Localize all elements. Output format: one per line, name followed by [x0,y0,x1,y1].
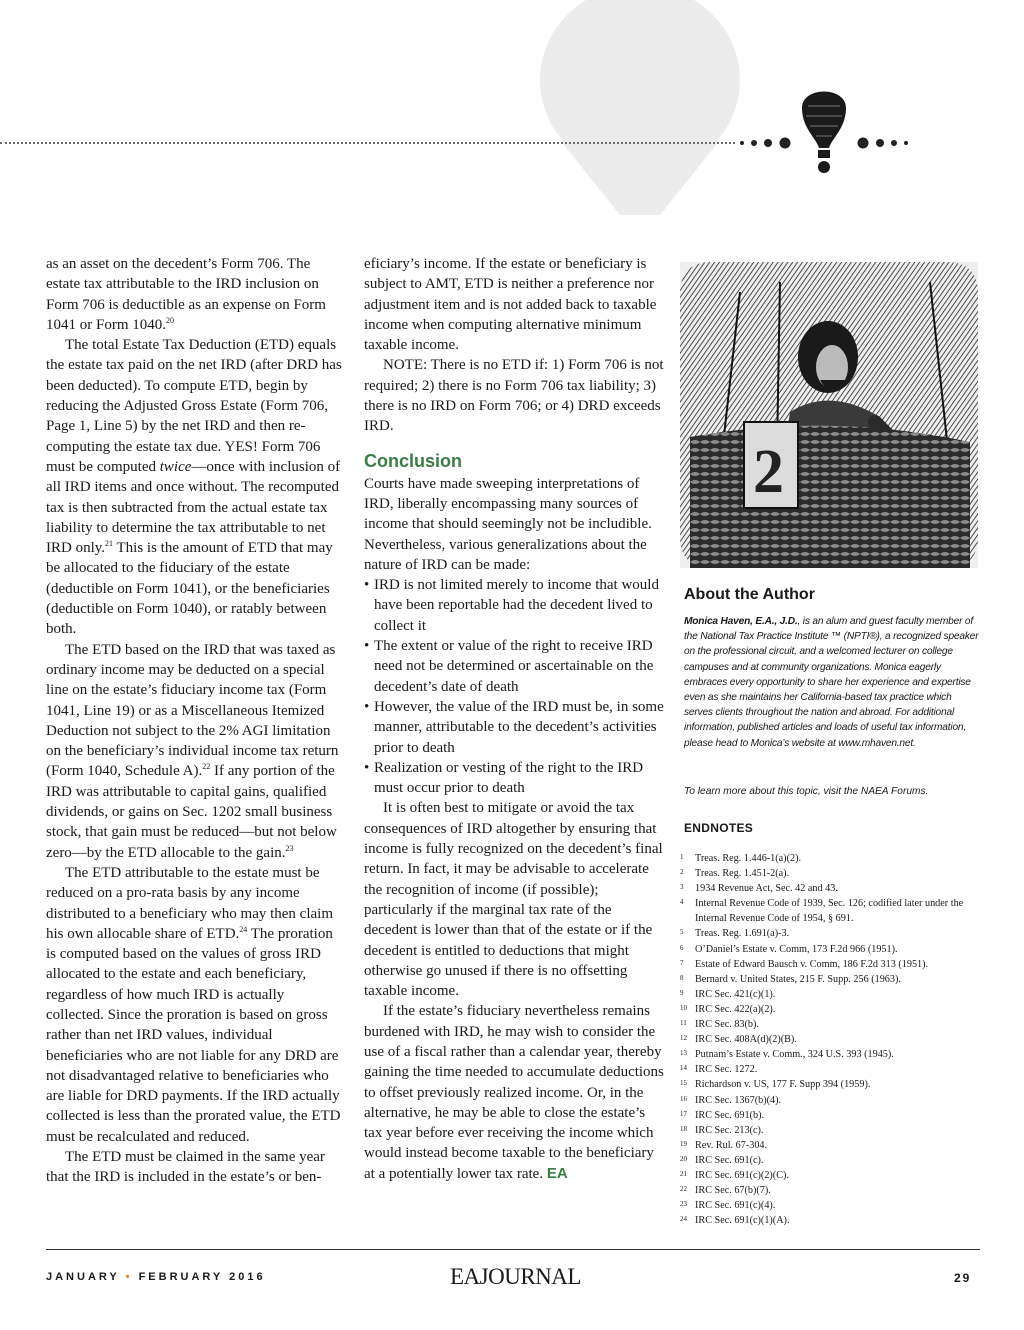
footer-rule [46,1249,980,1250]
endnote-number: 14 [680,1064,687,1073]
balloon-ornament-icon [738,88,910,178]
footer-issue-date: JANUARY • FEBRUARY 2016 [46,1271,266,1283]
endnote-text: IRC Sec. 421(c)(1). [695,988,776,1000]
endnote-number: 5 [680,928,684,937]
endnote-number: 22 [680,1185,687,1194]
endnote-text: IRC Sec. 691(c)(4). [695,1200,776,1212]
endnote-text: IRC Sec. 408A(d)(2)(B). [695,1034,797,1046]
endnote-item [680,1123,980,1138]
endnote-item [680,987,980,1002]
endnote-number: 10 [680,1003,687,1012]
endnote-text: IRC Sec. 422(a)(2). [695,1003,776,1015]
bullet-list [364,575,664,798]
endnote-number: 2 [680,868,684,877]
endnote-text: IRC Sec. 691(b). [695,1109,765,1121]
endnote-text: IRC Sec. 83(b). [695,1019,759,1031]
endnote-number: 12 [680,1034,687,1043]
paragraph: It is often best to mitigate or avoid the tax consequences of IRD altogether by ensuring that income is fully recognized on the decedent’s final return. In fact, it may be advisable to accelerate the recognition of income (if possible); particularly if the marginal tax rate of the decedent is lower than that of the estate or if the decedent is entitled to deductions that might otherwise go unused if there is no offsetting taxable income. [364,800,663,1000]
endnote-item [680,926,980,941]
endnote-text: IRC Sec. 67(b)(7). [695,1185,771,1197]
background-balloon-watermark [520,0,760,230]
endnote-item [680,866,980,881]
bullet-icon: • [364,638,370,655]
dotted-divider [0,142,735,144]
paragraph: The ETD based on the IRD that was taxed as ordinary income may be deducted on a special line on the estate’s fiduciary income tax (Form 1041, Line 19) or as a Miscellaneous Itemized Deduction not subject to the 2% AGI limitation on the beneficiary’s individual income tax return (Form 1040, Schedule A).$^{22}$ If any portion of the IRD was attributable to capital gains, qualified dividends, or gains on Sec. 1202 small business stock, that gain must be reduced—but not below zero—by the ETD allocable to the gain.$^{23}$ [46,641,339,861]
endnote-number: 20 [680,1154,687,1163]
endnote-item [680,1077,980,1092]
endnote-number: 16 [680,1094,687,1103]
endnotes-heading: ENDNOTES [684,821,754,835]
endnote-text: Estate of Edward Bausch v. Comm, 186 F.2d 313 (1951). [695,958,929,970]
paragraph: The ETD attributable to the estate must be reduced on a pro-rata basis by any income distributed to a beneficiary who may then claim his own allocable share of ETD.$^{24}$ The proration is computed based on the values of gross IRD allocated to the estate and each beneficiary, regardless of how much IRD is actually collected. Since the proration is based on gross rather than net IRD values, individual beneficiaries who are not liable for any DRD are not disadvantaged relative to beneficiaries who are liable for DRD payments. If the IRD actually collected is less than the prorated value, the ETD must be recalculated and reduced. [46,864,341,1145]
endnote-item [680,1183,980,1198]
bullet-icon: • [364,577,370,594]
endnote-text: Internal Revenue Code of 1939, Sec. 126; codified later under the Internal Revenue Code of 1954, § 691. [695,898,964,925]
endnote-number: 15 [680,1079,687,1088]
endnote-text: O’Daniel’s Estate v. Comm, 173 F.2d 966 (1951). [695,943,898,955]
endnote-text: IRC Sec. 691(c)(1)(A). [695,1215,790,1227]
endnote-item [680,942,980,957]
learn-more-text: To learn more about this topic, visit the NAEA Forums. [684,786,929,797]
endnote-item [680,1138,980,1153]
paragraph: Courts have made sweeping interpretations of IRD, liberally encompassing many sources of income that should seemingly not be includible. Nevertheless, various generalizations about the nature of IRD can be made: [364,475,652,573]
paragraph: The ETD must be claimed in the same year that the IRD is included in the estate’s or ben- [46,1149,325,1186]
article-column-left [46,254,344,1188]
endnote-number: 17 [680,1109,687,1118]
endnote-item [680,881,980,896]
paragraph: If the estate’s fiduciary nevertheless remains burdened with IRD, he may wish to consider the use of a fiscal rather than a calendar year, thereby gaining the time needed to accumulate deductions to offset previously realized income. Or, in the alternative, he may be able to close the estate’s tax year before ever receiving the income which would instead become taxable to the beneficiary at a potentially lower tax rate. EA [364,1003,664,1182]
endnote-item [680,1017,980,1032]
balloon-basket-illustration [680,262,978,568]
endnote-text: Treas. Reg. 1.446-1(a)(2). [695,853,802,864]
endnote-number: 13 [680,1049,687,1058]
list-item: • Realization or vesting of the right to the IRD must occur prior to death [364,759,644,797]
paragraph: eficiary’s income. If the estate or beneficiary is subject to AMT, ETD is neither a preference nor adjustment item and is not added back to taxable income when computing alternative minimum taxable income. [364,256,657,354]
endnote-text: Treas. Reg. 1.691(a)-3. [695,928,790,940]
section-heading-conclusion: Conclusion [364,450,462,471]
endnote-number: 3 [680,883,684,892]
endnote-number: 4 [680,898,684,907]
bullet-icon: • [364,698,370,715]
endnote-text: IRC Sec. 691(c)(2)(C). [695,1169,789,1181]
endnote-number: 8 [680,973,684,982]
list-item: • IRD is not limited merely to income that would have been reportable had the decedent lived to collect it [364,577,659,634]
endnote-item [680,1093,980,1108]
endnote-item [680,851,980,866]
endnote-item [680,957,980,972]
endnote-item [680,1047,980,1062]
footer-separator: • [125,1271,133,1283]
end-mark: EA [546,1164,568,1182]
endnote-item [680,1062,980,1077]
endnote-item [680,1032,980,1047]
author-name: Monica Haven, E.A., J.D. [684,616,798,627]
endnote-text: Putnam’s Estate v. Comm., 324 U.S. 393 (1945). [695,1049,894,1061]
endnote-item [680,896,980,926]
endnote-number: 6 [680,943,684,952]
endnote-item [680,1153,980,1168]
endnote-item [680,1002,980,1017]
ea-journal-logo: EAJOURNAL [450,1264,581,1289]
endnote-text: Bernard v. United States, 215 F. Supp. 256 (1963). [695,973,901,985]
paragraph: The total Estate Tax Deduction (ETD) equals the estate tax paid on the net IRD (after DRD has been deducted). To compute ETD, begin by reducing the Adjusted Gross Estate (Form 706, Page 1, Line 5) by the net IRD and then re-computing the estate tax due. YES! Form 706 must be computed twice—once with inclusion of all IRD items and once without. The recomputed tax is then subtracted from the actual estate tax liability to determine the tax attributable to net IRD only.$^{21}$ This is the amount of ETD that may be allocated to the fiduciary of the estate (deductible on Form 1041), or the beneficiaries (deductible on Form 1040), or ratably between both. [46,337,342,638]
endnote-item [680,1108,980,1123]
about-author-text: Monica Haven, E.A., J.D., is an alum and guest faculty member of the National Tax Practice Institute ™ (NPTI®), a recognized speaker on the professional circuit, and a welcomed lecturer on college campuses and at community organizations. Monica eagerly embraces every opportunity to share her experience and expertise even as she maintains her California-based tax practice which serves clients throughout the nation and abroad. For additional information, published articles and loads of useful tax information, please head to Monica’s website at www.mhaven.net. [684,616,979,749]
endnotes-list [680,851,980,1228]
bullet-icon: • [364,759,370,776]
endnote-item [680,1168,980,1183]
endnote-item [680,972,980,987]
list-item: • However, the value of the IRD must be, in some manner, attributable to the decedent’s activities prior to death [364,698,664,756]
endnote-item [680,1213,980,1228]
paragraph: as an asset on the decedent’s Form 706. The estate tax attributable to the IRD inclusion on Form 706 is deductible as an expense on Form 1041 or Form 1040.20 [46,256,326,333]
endnote-number: 18 [680,1124,687,1133]
endnote-number: 1 [680,853,684,861]
endnote-text: IRC Sec. 213(c). [695,1124,764,1136]
endnote-item [680,1198,980,1213]
paragraph: NOTE: There is no ETD if: 1) Form 706 is not required; 2) there is no Form 706 tax liability; 3) there is no IRD on Form 706; or 4) DRD exceeds IRD. [364,357,664,435]
list-item: • The extent or value of the right to receive IRD need not be determined or ascertainable on the decedent’s date of death [364,638,654,695]
endnote-number: 23 [680,1200,687,1209]
endnote-number: 24 [680,1215,687,1224]
about-author-heading: About the Author [684,586,815,603]
endnote-text: IRC Sec. 691(c). [695,1154,764,1166]
endnote-number: 7 [680,958,684,967]
endnote-text: 1934 Revenue Act, Sec. 42 and 43. [695,883,838,895]
article-column-middle [364,254,664,1184]
endnote-text: IRC Sec. 1367(b)(4). [695,1094,782,1106]
svg-text:2: 2 [753,438,784,506]
endnote-text: Rev. Rul. 67-304. [695,1139,768,1151]
page-number: 29 [954,1271,972,1285]
endnote-number: 11 [680,1019,687,1028]
endnote-number: 21 [680,1169,687,1178]
endnote-number: 19 [680,1139,687,1148]
endnote-text: IRC Sec. 1272. [695,1064,758,1076]
endnote-text: Treas. Reg. 1.451-2(a). [695,868,790,880]
endnote-number: 9 [680,988,684,997]
endnote-text: Richardson v. US, 177 F. Supp 394 (1959). [695,1079,871,1091]
